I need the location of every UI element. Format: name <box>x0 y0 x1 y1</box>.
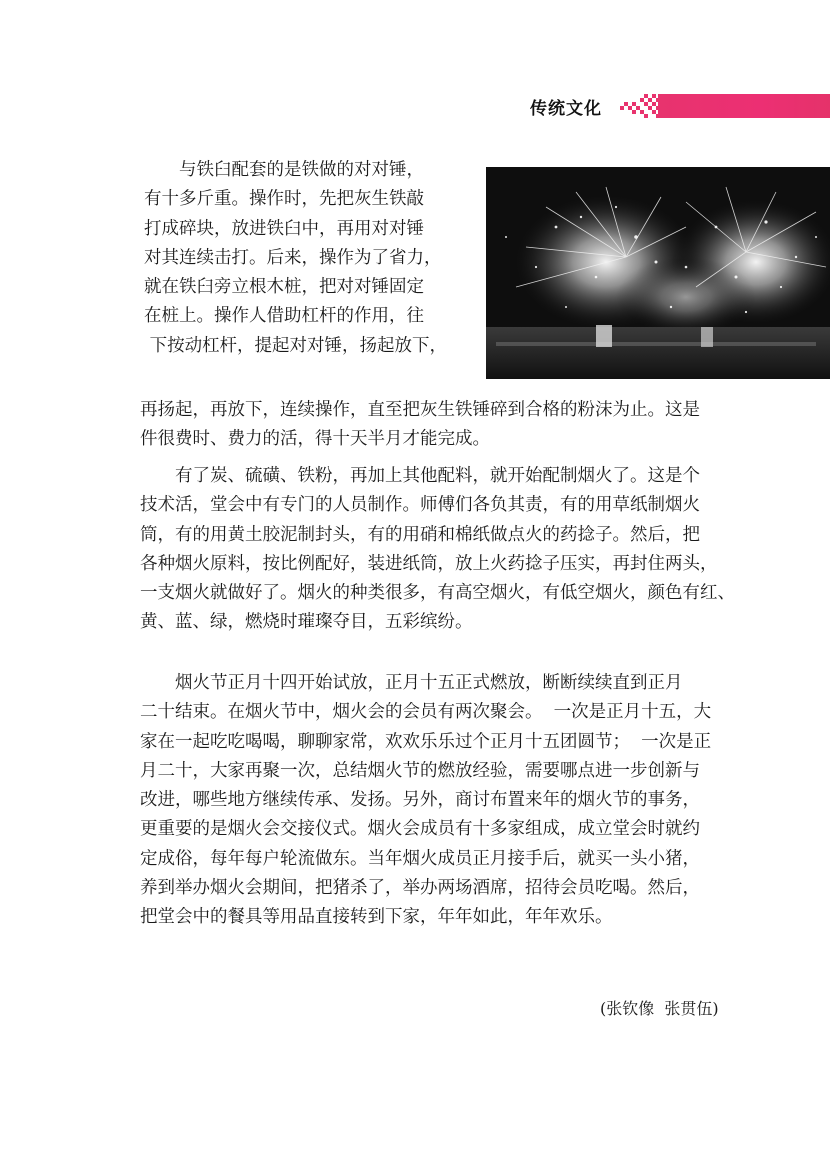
text-line: 家在一起吃吃喝喝，聊聊家常，欢欢乐乐过个正月十五团圆节； 一次是正 <box>140 731 712 752</box>
text-line: 定成俗，每年每户轮流做东。当年烟火成员正月接手后，就买一头小猪， <box>140 848 700 869</box>
pixel-decoration-icon <box>620 94 660 118</box>
text-line: 就在铁臼旁立根木桩，把对对锤固定 <box>144 277 424 298</box>
text-line: 技术活，堂会中有专门的人员制作。师傅们各负其责，有的用草纸制烟火 <box>140 495 700 516</box>
paragraph-1 <box>144 156 474 361</box>
text-line: 与铁臼配套的是铁做的对对锤， <box>179 160 424 180</box>
text-line: 把堂会中的餐具等用品直接转到下家，年年如此，年年欢乐。 <box>140 907 613 928</box>
text-line: 月二十，大家再聚一次，总结烟火节的燃放经验，需要哪点进一步创新与 <box>140 760 700 781</box>
paragraph-3 <box>140 669 740 933</box>
section-label: 传统文化 <box>530 99 602 119</box>
text-line: 有十多斤重。操作时，先把灰生铁敲 <box>144 189 424 210</box>
text-line: 烟火节正月十四开始试放，正月十五正式燃放，断断续续直到正月 <box>175 673 683 693</box>
text-line: 再扬起，再放下，连续操作，直至把灰生铁锤碎到合格的粉沫为止。这是 <box>140 400 700 420</box>
text-line: 一支烟火就做好了。烟火的种类很多，有高空烟火，有低空烟火，颜色有红、 <box>140 583 735 604</box>
fireworks-photo <box>486 167 830 379</box>
text-line: 对其连续击打。后来，操作为了省力， <box>144 247 442 268</box>
header-accent-bar <box>658 94 830 118</box>
fireworks-image-icon <box>486 167 830 379</box>
text-line: 改进，哪些地方继续传承、发扬。另外，商讨布置来年的烟火节的事务， <box>140 790 700 811</box>
text-line: 有了炭、硫磺、铁粉，再加上其他配料，就开始配制烟火了。这是个 <box>175 466 700 486</box>
text-line: 各种烟火原料，按比例配好，装进纸筒，放上火药捻子压实，再封住两头， <box>140 553 718 574</box>
text-line: 黄、蓝、绿，燃烧时璀璨夺目，五彩缤纷。 <box>140 612 473 633</box>
paragraph-1-continued <box>140 396 740 455</box>
text-line: 件很费时、费力的活，得十天半月才能完成。 <box>140 429 490 450</box>
paragraph-2 <box>140 462 740 638</box>
text-line: 下按动杠杆，提起对对锤，扬起放下， <box>144 335 448 356</box>
text-line: 在桩上。操作人借助杠杆的作用，往 <box>144 306 424 327</box>
text-line: 打成碎块，放进铁臼中，再用对对锤 <box>144 218 424 239</box>
author-credit: (张钦像 张贯伍) <box>600 999 719 1018</box>
text-line: 更重要的是烟火会交接仪式。烟火会成员有十多家组成，成立堂会时就约 <box>140 819 700 840</box>
text-line: 筒，有的用黄土胶泥制封头，有的用硝和棉纸做点火的药捻子。然后，把 <box>140 524 700 545</box>
text-line: 养到举办烟火会期间，把猪杀了，举办两场酒席，招待会员吃喝。然后， <box>140 878 700 899</box>
text-line: 二十结束。在烟火节中，烟火会的会员有两次聚会。 一次是正月十五，大 <box>140 702 712 723</box>
